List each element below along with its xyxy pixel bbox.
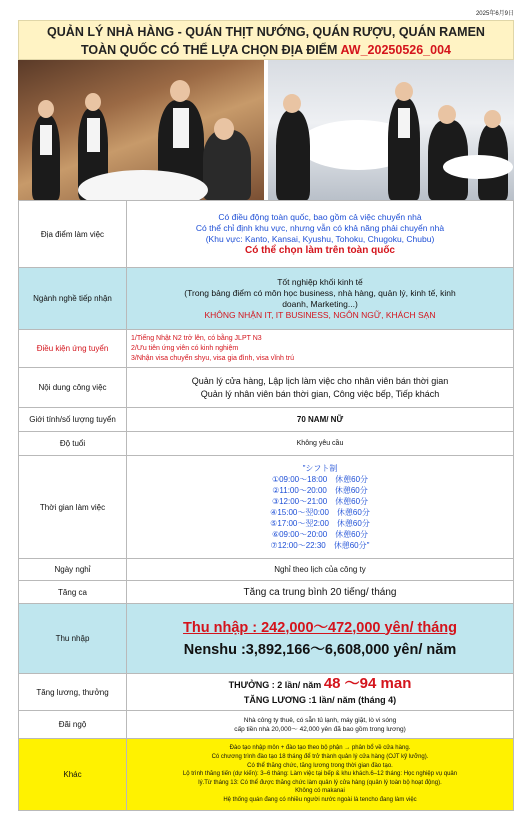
value-income [127,604,514,674]
label-other: Khác [19,739,127,811]
shift-line: ⑤17:00～翌2:00 休憩60分 [270,519,370,528]
label-conditions: Điều kiện ứng tuyển [19,330,127,368]
job-info-table [18,200,514,811]
shift-line: ⑦12:00～22:30 休憩60分" [270,541,370,550]
label-income: Thu nhập [19,604,127,674]
value-gender: 70 NAM/ NỮ [127,408,514,432]
row-raise [19,674,514,711]
label-major: Ngành nghề tiếp nhận [19,268,127,330]
row-major [19,268,514,330]
shift-line: ⑥09:00～20:00 休憩60分 [271,530,369,539]
label-duties: Nội dung công việc [19,368,127,408]
shift-line: ①09:00～18:00 休憩60分 [271,475,369,484]
photo-banner [18,60,514,200]
value-conditions: 1/Tiếng Nhật N2 trở lên, có bằng JLPT N3 2/Ưu tiên ứng viên có kinh nghiệm 3/Nhận visa chuyển shyu, visa gia đình, visa vĩnh trú [127,330,514,368]
income-yearly: Nenshu :3,892,166～6,608,000 yên/ năm [183,641,457,658]
title-line-1: QUẢN LÝ NHÀ HÀNG - QUÁN THỊT NƯỚNG, QUÁN RƯỢU, QUÁN RAMEN [47,25,485,39]
row-holidays [19,559,514,581]
value-raise: THƯỞNG : 2 lần/ năm 48 ～94 man TĂNG LƯƠNG :1 lần/ năm (tháng 4) [127,674,514,711]
label-gender: Giới tính/số lượng tuyển [19,408,127,432]
value-benefits: Nhà công ty thuê, có sẵn tủ lạnh, máy giặt, lò vi sóng cấp tiền nhà 20,000～ 42,000 yên đã bao gồm trong lương) [127,711,514,739]
bonus-amount: 48 ～94 man [323,675,412,692]
restaurant-staff-photo [18,60,264,200]
page-title [18,20,514,60]
label-holidays: Ngày nghỉ [19,559,127,581]
document-date: 2025年6月9日 [475,11,514,17]
row-other [19,739,514,811]
row-hours [19,456,514,559]
title-line-2: TOÀN QUỐC CÓ THỂ LỰA CHỌN ĐỊA ĐIỂM AW_20250526_004 [81,43,451,57]
row-duties [19,368,514,408]
value-hours [127,456,514,559]
value-age: Không yêu cầu [127,432,514,456]
row-location [19,201,514,268]
shift-line: ②11:00～20:00 休憩60分 [272,486,368,495]
value-holidays: Nghỉ theo lịch của công ty [127,559,514,581]
hall-staff-photo [268,60,514,200]
row-overtime [19,581,514,604]
job-code: AW_20250526_004 [340,43,451,57]
value-location: Có điều động toàn quốc, bao gồm cả việc chuyển nhà Có thể chỉ định khu vực, nhưng vẫn có khả năng phải chuyển nhà (Khu vực: Kanto, Kansai, Kyushu, Tohoku, Chugoku, Chubu) Có thể chọn làm trên toàn quốc [127,201,514,268]
row-conditions [19,330,514,368]
value-major: Tốt nghiệp khối kinh tế (Trong bảng điểm có môn học business, nhà hàng, quản lý, kinh tế, kinh doanh, Marketing...) KHÔNG NHẬN IT, IT BUSINESS, NGÔN NGỮ, KHÁCH SẠN [127,268,514,330]
row-benefits [19,711,514,739]
income-monthly: Thu nhập : 242,000～472,000 yên/ tháng [183,619,457,636]
label-raise: Tăng lương, thưởng [19,674,127,711]
label-overtime: Tăng ca [19,581,127,604]
shift-line: "シフト制 [302,464,338,473]
row-gender [19,408,514,432]
label-benefits: Đãi ngộ [19,711,127,739]
row-age [19,432,514,456]
value-overtime: Tăng ca trung bình 20 tiếng/ tháng [127,581,514,604]
label-age: Độ tuổi [19,432,127,456]
label-location: Địa điểm làm việc [19,201,127,268]
shift-line: ④15:00～翌0:00 休憩60分 [270,508,370,517]
value-other: Đào tạo nhập môn + đào tạo theo bộ phận → phân bổ về cửa hàng. Có chương trình đào tạo 18 tháng để trở thành quản lý cửa hàng (OJT kỹ lưỡng). Có thể thăng chức, tăng lương trong thời gian đào tạo. Lộ trình thăng tiến (dự kiến): 3–6 tháng: Làm việc tại bếp & khu khách.6–12 tháng: Học nghiệp vụ quản lý.Từ tháng 13: Có thể được thăng chức làm quản lý cửa hàng (quản lý toàn bộ hoạt động). Không có makanai Hệ thống quán đang có nhiều người nước ngoài là tencho đang làm việc [127,739,514,811]
shift-line: ③12:00～21:00 休憩60分 [271,497,369,506]
value-duties: Quản lý cửa hàng, Lập lịch làm việc cho nhân viên bán thời gian Quản lý nhân viên bán thời gian, Công việc bếp, Tiếp khách [127,368,514,408]
label-hours: Thời gian làm việc [19,456,127,559]
row-income [19,604,514,674]
